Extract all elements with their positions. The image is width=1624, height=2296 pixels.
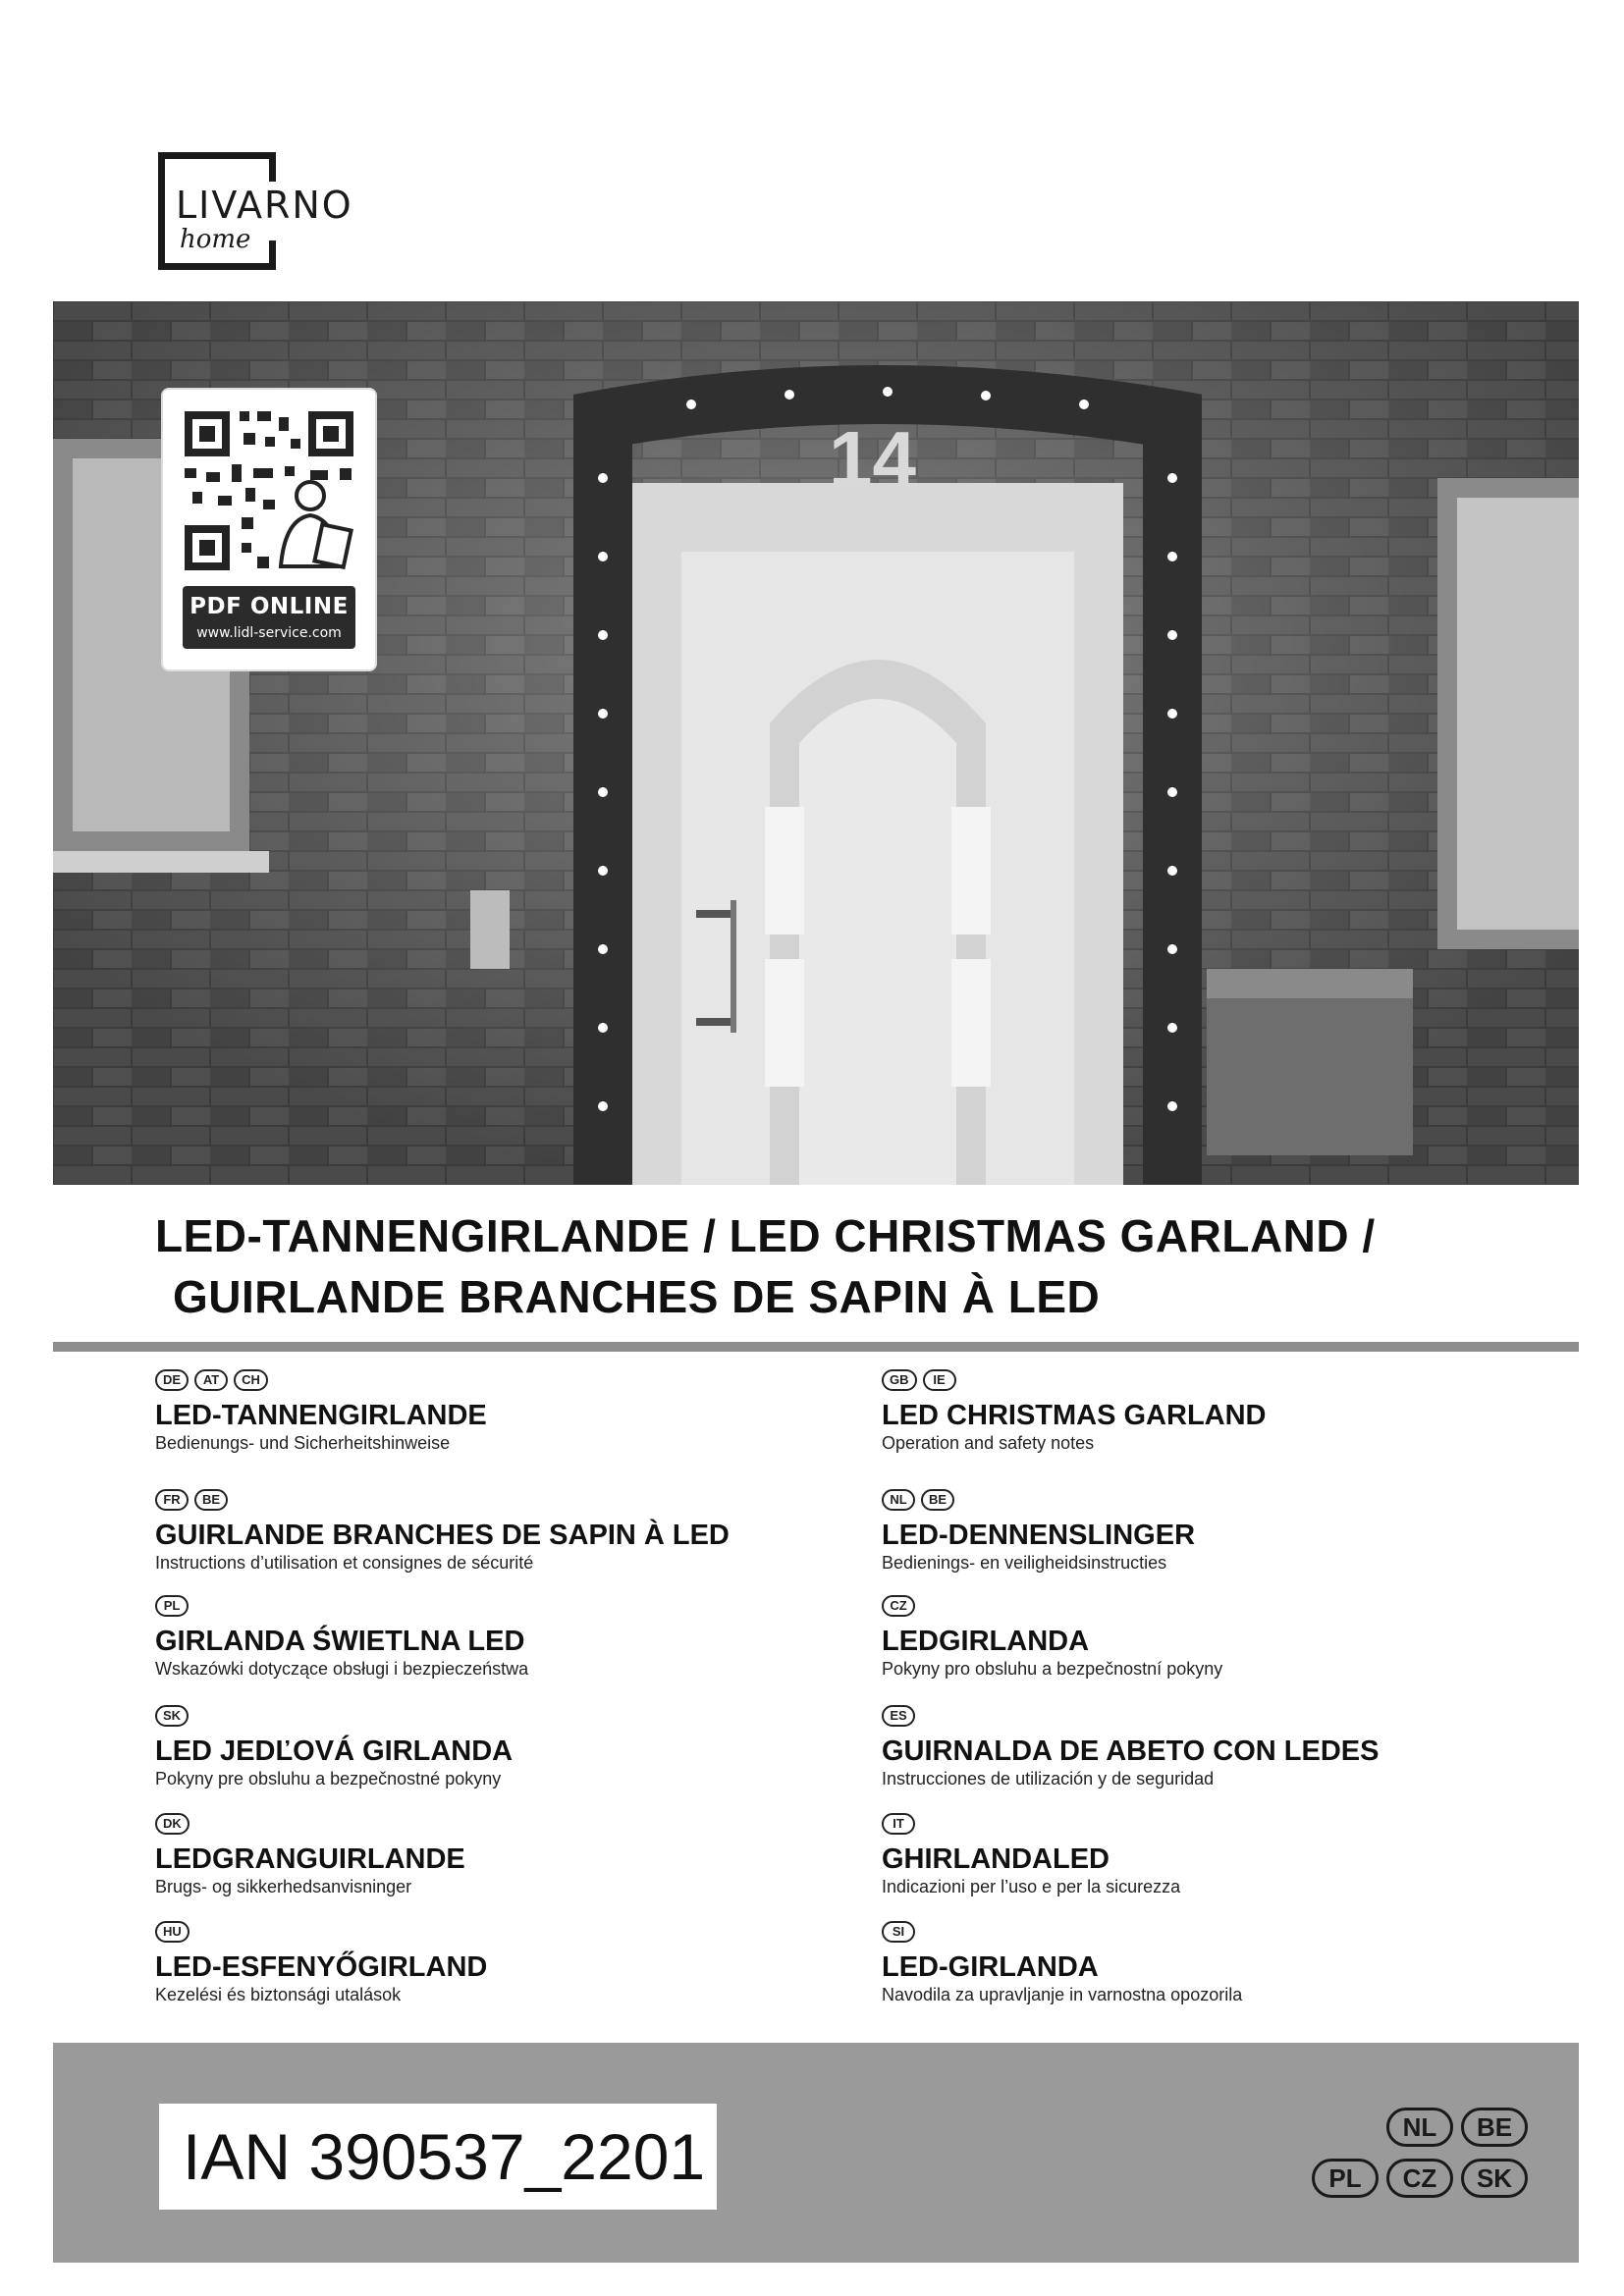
footer-country-badge: BE: [1461, 2108, 1528, 2147]
footer-country-badges: [1272, 2108, 1528, 2210]
footer-country-badge: CZ: [1386, 2159, 1453, 2198]
country-badges: [155, 1489, 862, 1513]
pdf-online-title: PDF ONLINE: [189, 594, 349, 619]
house-number: 14: [829, 415, 916, 503]
brand-logo: [158, 152, 353, 270]
country-badges: [155, 1369, 862, 1393]
country-badges: [882, 1489, 1589, 1513]
language-entry: [882, 1921, 1589, 2005]
product-title: [155, 1205, 1549, 1327]
ian-box: [159, 2104, 717, 2210]
footer-band: [53, 2043, 1579, 2263]
language-subtitle: Wskazówki dotyczące obsługi i bezpieczeństwa: [155, 1659, 529, 1679]
country-badges: [882, 1921, 1589, 1945]
language-title: GUIRNALDA DE ABETO CON LEDES: [882, 1735, 1380, 1767]
language-entry: [882, 1595, 1589, 1680]
language-entry: [155, 1489, 862, 1574]
footer-country-badge: NL: [1386, 2108, 1453, 2147]
country-badge: DK: [155, 1813, 189, 1835]
language-title: LED JEDĽOVÁ GIRLANDA: [155, 1735, 514, 1767]
country-badges: [882, 1369, 1589, 1393]
language-subtitle: Bedienungs- und Sicherheitshinweise: [155, 1433, 451, 1453]
country-badge: ES: [882, 1705, 915, 1727]
country-badges: [155, 1705, 862, 1729]
country-badge: PL: [155, 1595, 189, 1617]
language-title: GUIRLANDE BRANCHES DE SAPIN À LED: [155, 1520, 730, 1551]
language-title: LED-TANNENGIRLANDE: [155, 1400, 487, 1431]
country-badge: IE: [923, 1369, 956, 1391]
logo-sub-name: home: [180, 225, 251, 254]
country-badges: [155, 1595, 862, 1619]
country-badge: CZ: [882, 1595, 915, 1617]
country-badge: CH: [234, 1369, 268, 1391]
language-subtitle: Bedienings- en veiligheidsinstructies: [882, 1553, 1167, 1573]
language-title: GHIRLANDALED: [882, 1843, 1110, 1875]
logo-brand-name: LIVARNO: [176, 184, 353, 227]
language-subtitle: Kezelési és biztonsági utalások: [155, 1985, 402, 2004]
language-subtitle: Indicazioni per l’uso e per la sicurezza: [882, 1877, 1181, 1896]
language-subtitle: Brugs- og sikkerhedsanvisninger: [155, 1877, 412, 1896]
language-entry: [882, 1489, 1589, 1574]
pdf-online-url: www.lidl-service.com: [196, 625, 342, 641]
country-badge: SI: [882, 1921, 915, 1943]
language-title: GIRLANDA ŚWIETLNA LED: [155, 1626, 525, 1657]
country-badge: HU: [155, 1921, 189, 1943]
language-entry: [882, 1369, 1589, 1454]
cover-photo: [53, 301, 1579, 1185]
country-badges: [155, 1813, 862, 1837]
country-badge: FR: [155, 1489, 189, 1511]
language-subtitle: Navodila za upravljanje in varnostna opozorila: [882, 1985, 1243, 2004]
country-badge: SK: [155, 1705, 189, 1727]
language-entry: [155, 1705, 862, 1789]
country-badge: BE: [921, 1489, 954, 1511]
country-badge: AT: [194, 1369, 228, 1391]
language-entry: [155, 1369, 862, 1454]
country-badges: [882, 1705, 1589, 1729]
language-entry: [155, 1813, 862, 1897]
language-subtitle: Instructions d’utilisation et consignes de sécurité: [155, 1553, 534, 1573]
country-badges: [155, 1921, 862, 1945]
country-badge: GB: [882, 1369, 917, 1391]
language-title: LED CHRISTMAS GARLAND: [882, 1400, 1267, 1431]
country-badge: IT: [882, 1813, 915, 1835]
pdf-online-label: [183, 586, 355, 649]
ian-number: IAN 390537_2201: [183, 2120, 706, 2193]
country-badges: [882, 1813, 1589, 1837]
product-title-line-2: GUIRLANDE BRANCHES DE SAPIN À LED: [173, 1271, 1101, 1322]
country-badge: BE: [194, 1489, 228, 1511]
footer-badge-row: [1272, 2159, 1528, 2198]
country-badge: DE: [155, 1369, 189, 1391]
country-badge: NL: [882, 1489, 915, 1511]
country-badges: [882, 1595, 1589, 1619]
language-entry: [882, 1705, 1589, 1789]
language-entry: [155, 1921, 862, 2005]
footer-badge-row: [1272, 2108, 1528, 2147]
language-subtitle: Operation and safety notes: [882, 1433, 1095, 1453]
language-title: LED-DENNENSLINGER: [882, 1520, 1196, 1551]
footer-country-badge: PL: [1312, 2159, 1379, 2198]
language-title: LEDGRANGUIRLANDE: [155, 1843, 465, 1875]
language-subtitle: Pokyny pre obsluhu a bezpečnostné pokyny: [155, 1769, 502, 1789]
language-title: LED-ESFENYŐGIRLAND: [155, 1951, 488, 1983]
footer-country-badge: SK: [1461, 2159, 1528, 2198]
divider: [53, 1342, 1579, 1352]
language-entry: [882, 1813, 1589, 1897]
language-title: LED-GIRLANDA: [882, 1951, 1099, 1983]
qr-card[interactable]: [163, 390, 375, 669]
language-entry: [155, 1595, 862, 1680]
language-subtitle: Pokyny pro obsluhu a bezpečnostní pokyny: [882, 1659, 1223, 1679]
qr-code-icon: [163, 390, 375, 586]
language-title: LEDGIRLANDA: [882, 1626, 1090, 1657]
product-title-line-1: LED-TANNENGIRLANDE / LED CHRISTMAS GARLAND /: [155, 1210, 1376, 1261]
language-subtitle: Instrucciones de utilización y de seguridad: [882, 1769, 1215, 1789]
